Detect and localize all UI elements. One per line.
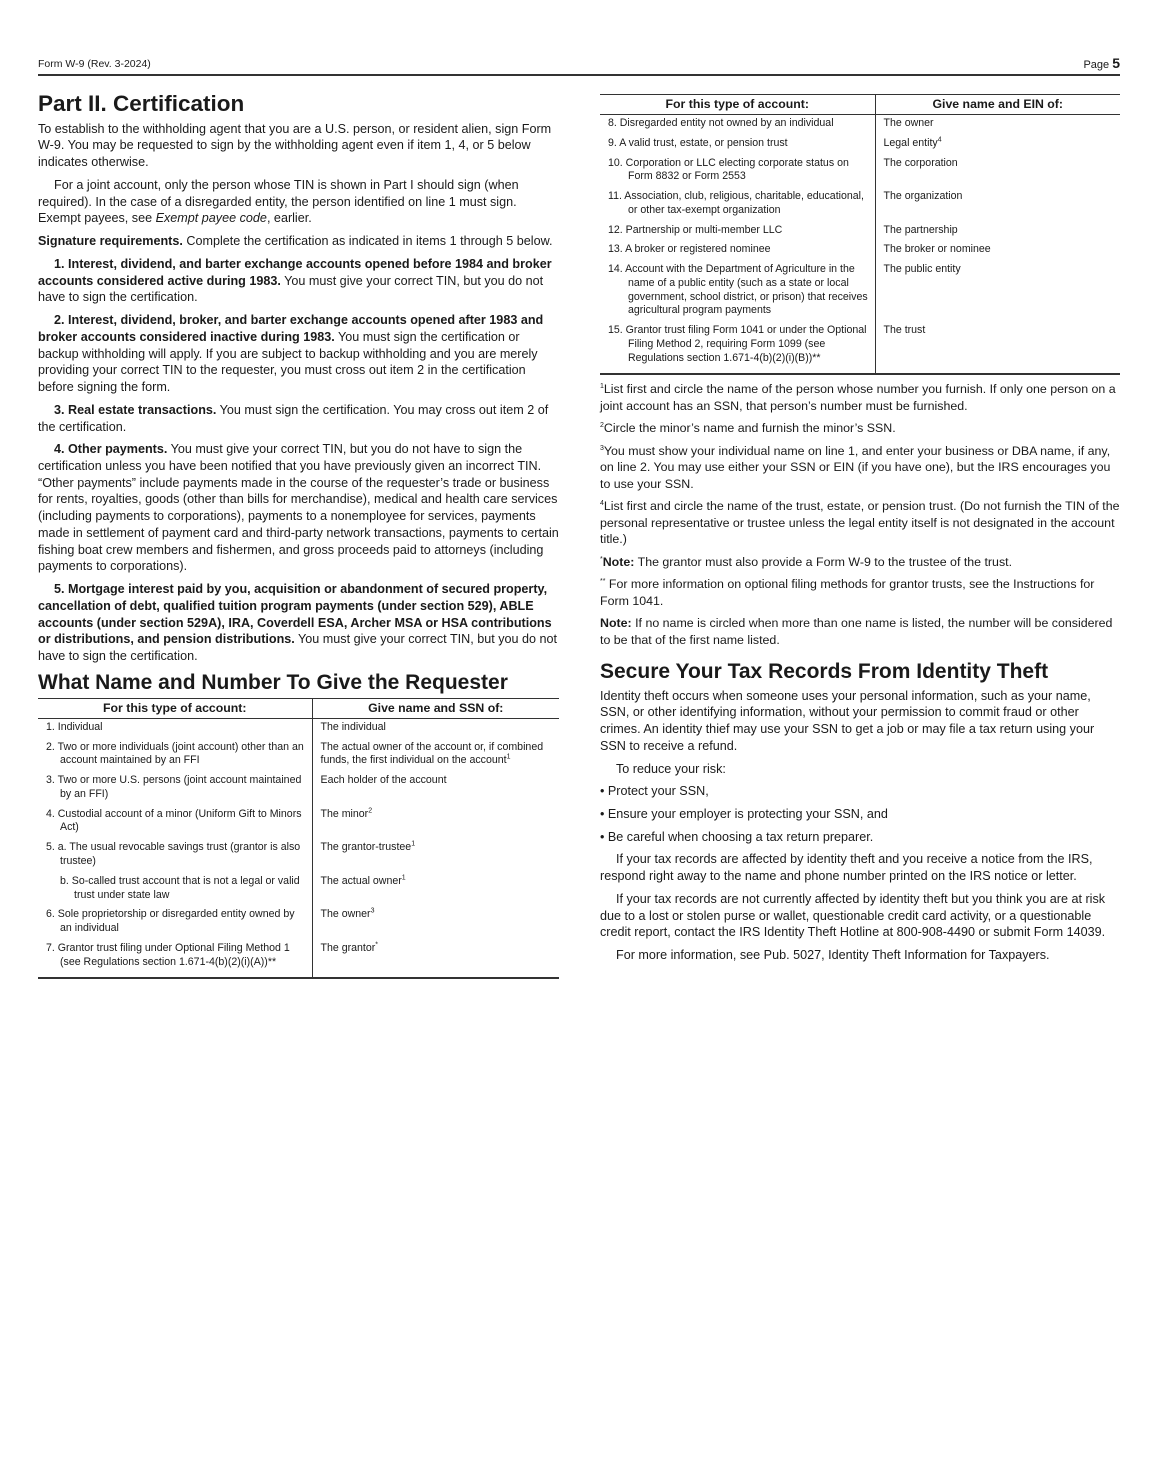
page-header [38, 52, 1120, 76]
footnote-3: $^3$You must show your individual name on line 1, and enter your business or DBA name, if any, on line 2. You may use either your SSN or EIN (if you have one), but the IRS encourages you to use your SSN. [600, 443, 1111, 491]
table-row: 3. Two or more U.S. persons (joint account maintained by an FFI) Each holder of the account [38, 772, 559, 806]
table-row: 14. Account with the Department of Agriculture in the name of a public entity (such as a state or local government, school district, or prison) that receives agricultural program payments The public entity [600, 261, 1120, 322]
table-row: 5. a. The usual revocable savings trust (grantor is also trustee) The grantor-trustee$^1$ [38, 839, 559, 873]
table-row: b. So-called trust account that is not a legal or valid trust under state law The actual owner$^1$ [38, 873, 559, 907]
item-2: 2. Interest, dividend, broker, and barter exchange accounts opened after 1983 and broker accounts considered inactive during 1983. You must sign the certification or backup withholding will apply. If you are subject to backup withholding and you are merely providing your correct TIN to the requester, you must cross out item 2 in the certification before signing the form. [38, 313, 544, 395]
more-info-paragraph: For more information, see Pub. 5027, Identity Theft Information for Taxpayers. [616, 948, 1050, 963]
footnote-optional-filing: ** For more information on optional filing methods for grantor trusts, see the Instructions for Form 1041. [600, 577, 1095, 608]
item-1: 1. Interest, dividend, and barter exchange accounts opened before 1984 and broker accounts considered active during 1983. You must give your correct TIN, but you do not have to sign the certification. [38, 256, 552, 305]
list-item: • Be careful when choosing a tax return preparer. [600, 829, 874, 844]
list-item: • Protect your SSN, [600, 784, 709, 799]
ein-table-col2: Give name and EIN of: [932, 97, 1063, 111]
part2-title: Part II. Certification [38, 91, 245, 116]
item-3: 3. Real estate transactions. You must sign the certification. You may cross out item 2 of the certification. [38, 402, 549, 434]
table-row: 8. Disregarded entity not owned by an individual The owner [600, 115, 1120, 135]
ein-table [600, 94, 1120, 375]
table-row: 15. Grantor trust filing Form 1041 or under the Optional Filing Method 2, requiring Form 1099 (see Regulations section 1.671-4(b)(2)(i)(B))** The trust [600, 322, 1120, 374]
ein-table-col1: For this type of account: [600, 95, 875, 115]
signature-requirements: Signature requirements. Complete the certification as indicated in items 1 through 5 below. [38, 234, 553, 249]
left-column [38, 86, 559, 979]
reduce-risk: To reduce your risk: [616, 761, 726, 776]
footnote-2: $^2$Circle the minor’s name and furnish the minor’s SSN. [600, 421, 896, 436]
table-row: 10. Corporation or LLC electing corporate status on Form 8832 or Form 2553 The corporation [600, 155, 1120, 189]
item-4: 4. Other payments. You must give your correct TIN, but you do not have to sign the certification unless you have been notified that you have previously given an incorrect TIN. “Other payments” include payments made in the course of the requester’s trade or business for rents, royalties, goods (other than bills for merchandise), medical and health care services (including payments to corporations), payments to a nonemployee for services, payments made in settlement of payment card and third-party network transactions, payments to certain fishing boat crew members and fishermen, and gross proceeds paid to attorneys (including payments to corporations). [38, 442, 559, 574]
item-5: 5. Mortgage interest paid by you, acquisition or abandonment of secured property, cancellation of debt, qualified tuition program payments (under section 529), ABLE accounts (under section 529A), IRA, Coverdell ESA, Archer MSA or HSA contributions or distributions, and pension distributions. You must give your correct TIN, but you do not have to sign the certification. [38, 582, 558, 664]
table-row: 1. Individual The individual [38, 718, 559, 738]
affected-paragraph: If your tax records are affected by identity theft and you receive a notice from the IRS, respond right away to the name and phone number printed on the IRS notice or letter. [600, 852, 1093, 884]
identity-theft-title: Secure Your Tax Records From Identity Theft [600, 660, 1049, 684]
form-id: Form W-9 (Rev. 3-2024) [38, 58, 151, 70]
table-row: 13. A broker or registered nominee The broker or nominee [600, 241, 1120, 261]
footnote-grantor: *Note: The grantor must also provide a Form W-9 to the trustee of the trust. [600, 554, 1013, 569]
joint-account-paragraph: For a joint account, only the person whose TIN is shown in Part I should sign (when required). In the case of a disregarded entity, the person identified on line 1 must sign. Exempt payees, see Exempt payee code, earlier. [38, 177, 519, 226]
ssn-table-col1: For this type of account: [38, 698, 312, 718]
page-number: Page 5 [1083, 55, 1120, 71]
identity-theft-intro: Identity theft occurs when someone uses your personal information, such as your name, SSN, or other identifying information, without your permission to commit fraud or other crimes. An identity thief may use your SSN to get a job or may file a tax return using your SSN to receive a refund. [600, 688, 1095, 753]
table-row: 4. Custodial account of a minor (Uniform Gift to Minors Act) The minor$^2$ [38, 806, 559, 840]
list-item: • Ensure your employer is protecting your SSN, and [600, 806, 888, 821]
ssn-table [38, 698, 559, 979]
requester-title: What Name and Number To Give the Requester [38, 670, 508, 694]
footnotes [600, 381, 1120, 648]
footnote-note: Note: If no name is circled when more than one name is listed, the number will be considered to be that of the first name listed. [600, 616, 1113, 647]
table-row: 11. Association, club, religious, charitable, educational, or other tax-exempt organization The organization [600, 188, 1120, 222]
table-row: 9. A valid trust, estate, or pension trust Legal entity$^4$ [600, 135, 1120, 155]
table-row: 7. Grantor trust filing under Optional Filing Method 1 (see Regulations section 1.671-4(b)(2)(i)(A))** The grantor* [38, 940, 559, 979]
table-row: 2. Two or more individuals (joint account) other than an account maintained by an FFI The actual owner of the account or, if combined funds, the first individual on the account$^1$ [38, 739, 559, 773]
part2-intro: To establish to the withholding agent that you are a U.S. person, or resident alien, sign Form W-9. You may be requested to sign by the withholding agent even if item 1, 4, or 5 below indicates otherwise. [38, 121, 552, 170]
footnote-4: $^4$List first and circle the name of the trust, estate, or pension trust. (Do not furnish the TIN of the personal representative or trustee unless the legal entity itself is not designated in the account title.) [600, 499, 1120, 547]
footnote-1: $^1$List first and circle the name of the person whose number you furnish. If only one person on a joint account has an SSN, that person’s number must be furnished. [600, 382, 1116, 413]
right-column [600, 94, 1120, 970]
not-affected-paragraph: If your tax records are not currently affected by identity theft but you think you are at risk due to a lost or stolen purse or wallet, questionable credit card activity, or a questionable credit report, contact the IRS Identity Theft Hotline at 800-908-4490 or submit Form 14039. [600, 891, 1106, 940]
table-row: 12. Partnership or multi-member LLC The partnership [600, 222, 1120, 242]
ssn-table-col2: Give name and SSN of: [368, 700, 504, 715]
table-row: 6. Sole proprietorship or disregarded entity owned by an individual The owner$^3$ [38, 906, 559, 940]
